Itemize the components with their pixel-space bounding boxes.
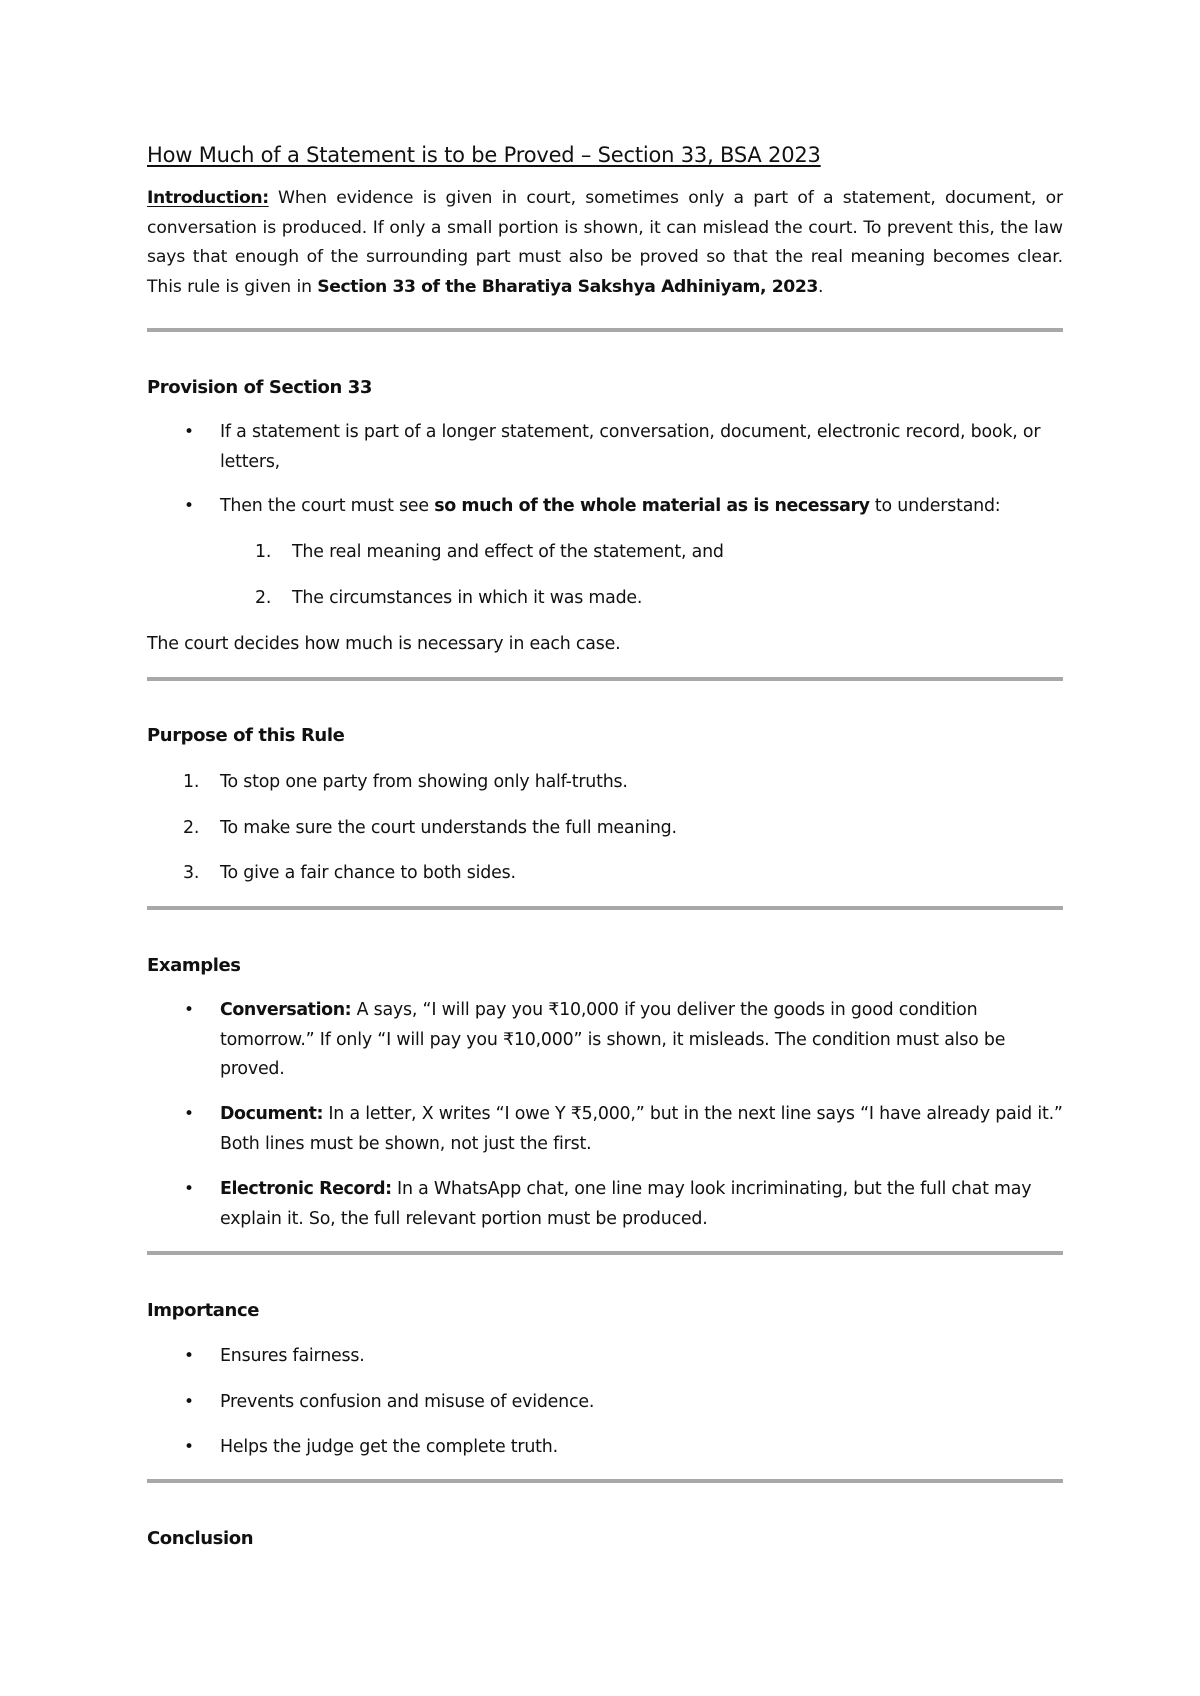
document-page — [147, 140, 1063, 302]
example-label: Electronic Record: — [220, 1179, 392, 1199]
example-document — [147, 1100, 1063, 1159]
provision-sub-list-2 — [147, 584, 1063, 614]
example-label: Conversation: — [220, 1000, 352, 1020]
conclusion-heading: Conclusion — [147, 1528, 254, 1549]
purpose-heading: Purpose of this Rule — [147, 725, 345, 746]
importance-heading: Importance — [147, 1300, 260, 1321]
example-text: In a WhatsApp chat, one line may look incriminating, but the full chat may explain it. So, the full relevant portion must be produced. — [220, 1179, 1032, 1229]
section-divider — [147, 906, 1063, 910]
importance-list-3 — [147, 1433, 1063, 1463]
section-divider — [147, 328, 1063, 332]
examples-heading: Examples — [147, 955, 241, 976]
list-number: 2. — [183, 818, 200, 838]
example-text: A says, “I will pay you ₹10,000 if you deliver the goods in good condition tomorrow.” If only “I will pay you ₹10,000” is shown, it misleads. The condition must also be proved. — [220, 1000, 1006, 1079]
purpose-item-1-list — [147, 768, 1063, 798]
provision-sub-item-2-text: The circumstances in which it was made. — [292, 588, 643, 608]
document-title: How Much of a Statement is to be Proved – Section 33, BSA 2023 — [147, 143, 821, 167]
introduction-paragraph — [147, 184, 1063, 302]
importance-item-1 — [147, 1342, 1063, 1372]
bullet-icon: • — [184, 496, 194, 516]
purpose-item-3-text: To give a fair chance to both sides. — [220, 863, 516, 883]
introduction-text-1: When evidence is given in court, sometimes only a part of a statement, document, or conversation is produced. If only a small portion is shown, it can mislead the court. To prevent this, the law says that enough of the surrounding part must also be proved so that the real meaning becomes clear. This rule is given in — [147, 188, 1063, 297]
importance-item-text: Helps the judge get the complete truth. — [220, 1437, 558, 1457]
provision-sub-item-1-text: The real meaning and effect of the statement, and — [292, 542, 724, 562]
importance-list-2 — [147, 1388, 1063, 1418]
example-document-list — [147, 1100, 1063, 1159]
section-divider — [147, 1251, 1063, 1255]
list-number: 1. — [255, 542, 272, 562]
provision-sub-item-1 — [147, 538, 1063, 568]
bullet-icon: • — [184, 1000, 194, 1020]
provision-heading: Provision of Section 33 — [147, 377, 373, 398]
purpose-item-3-list — [147, 859, 1063, 889]
provision-bullet-2-strong: so much of the whole material as is necessary — [434, 496, 870, 516]
provision-bullet-2-pre: Then the court must see — [220, 496, 435, 516]
purpose-item-1 — [147, 768, 1063, 798]
introduction-text-2: . — [818, 276, 824, 297]
bullet-icon: • — [184, 1179, 194, 1199]
bullet-icon: • — [184, 422, 194, 442]
purpose-item-2 — [147, 814, 1063, 844]
importance-list-1 — [147, 1342, 1063, 1372]
list-number: 3. — [183, 863, 200, 883]
purpose-item-2-text: To make sure the court understands the full meaning. — [220, 818, 677, 838]
example-electronic-record — [147, 1175, 1063, 1234]
provision-bullet-list-2 — [147, 492, 1063, 522]
purpose-item-3 — [147, 859, 1063, 889]
example-conversation-list — [147, 996, 1063, 1085]
section-divider — [147, 1479, 1063, 1483]
example-text: In a letter, X writes “I owe Y ₹5,000,” but in the next line says “I have already paid it.” Both lines must be shown, not just the first. — [220, 1104, 1063, 1154]
bullet-icon: • — [184, 1437, 194, 1457]
bullet-icon: • — [184, 1346, 194, 1366]
list-number: 1. — [183, 772, 200, 792]
bullet-icon: • — [184, 1104, 194, 1124]
provision-bullet-1-text: If a statement is part of a longer statement, conversation, document, electronic record, book, or letters, — [220, 422, 1041, 472]
provision-bullet-1 — [147, 418, 1063, 477]
introduction-act-name: Section 33 of the Bharatiya Sakshya Adhiniyam, 2023 — [317, 276, 818, 297]
importance-item-3 — [147, 1433, 1063, 1463]
introduction-lead: Introduction: — [147, 188, 269, 208]
example-electronic-record-list — [147, 1175, 1063, 1234]
importance-item-2 — [147, 1388, 1063, 1418]
purpose-item-2-list — [147, 814, 1063, 844]
section-divider — [147, 677, 1063, 681]
purpose-item-1-text: To stop one party from showing only half-truths. — [220, 772, 628, 792]
importance-item-text: Ensures fairness. — [220, 1346, 365, 1366]
provision-bullet-2-post: to understand: — [869, 496, 1001, 516]
bullet-icon: • — [184, 1392, 194, 1412]
importance-item-text: Prevents confusion and misuse of evidence. — [220, 1392, 595, 1412]
provision-sub-item-2 — [147, 584, 1063, 614]
list-number: 2. — [255, 588, 272, 608]
provision-bullet-2 — [147, 492, 1063, 522]
example-conversation — [147, 996, 1063, 1085]
provision-closing: The court decides how much is necessary in each case. — [147, 634, 621, 654]
example-label: Document: — [220, 1104, 324, 1124]
provision-sub-list — [147, 538, 1063, 568]
provision-bullet-list — [147, 418, 1063, 477]
